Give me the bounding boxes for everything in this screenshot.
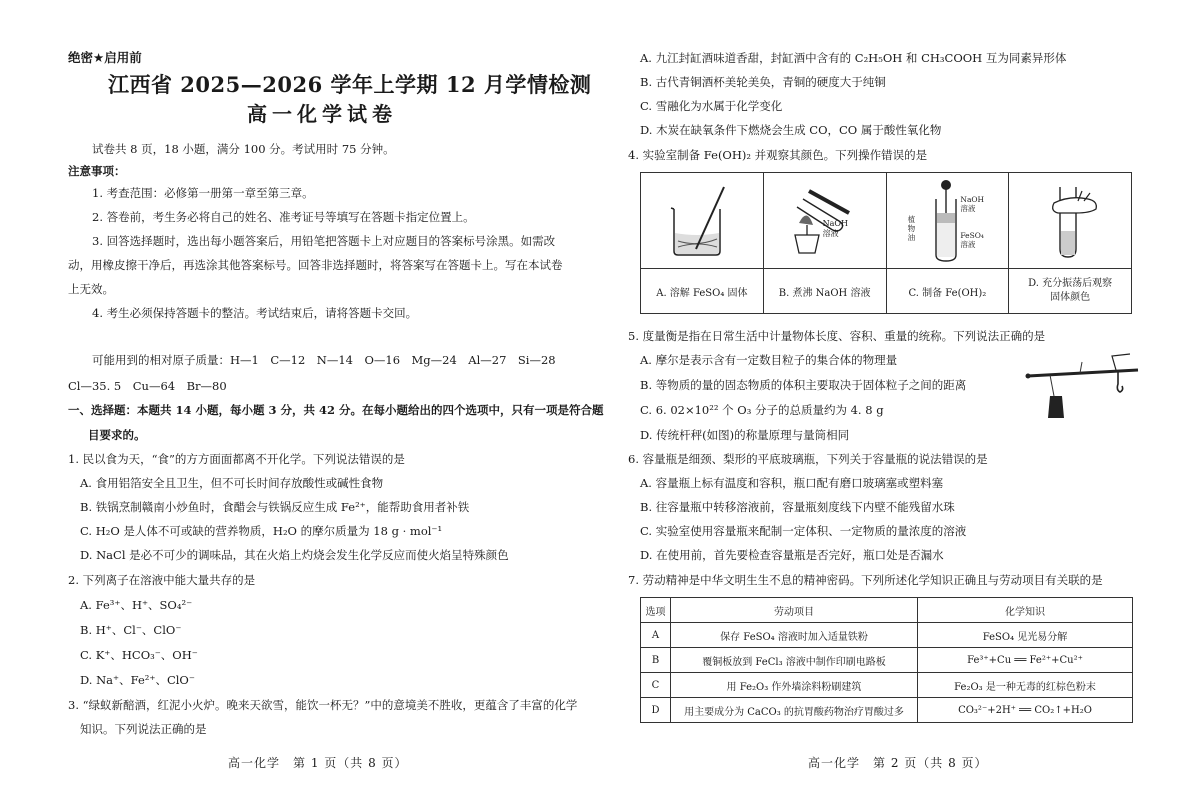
notice-heading: 注意事项： xyxy=(68,164,126,178)
q4-figure-a xyxy=(641,173,764,269)
question-5: 5. 度量衡是指在日常生活中计量物体长度、容积、重量的统称。下列说法正确的是 xyxy=(628,329,1046,343)
q6-option-a: A. 容量瓶上标有温度和容积，瓶口配有磨口玻璃塞或塑料塞 xyxy=(640,476,944,490)
q2-option-d: D. Na⁺、Fe²⁺、ClO⁻ xyxy=(80,673,195,687)
naoh-label-c-2: 溶液 xyxy=(960,203,976,213)
notice-1: 1. 考查范围：必修第一册第一章至第三章。 xyxy=(92,186,314,200)
exam-info: 试卷共 8 页，18 小题，满分 100 分。考试用时 75 分钟。 xyxy=(92,142,395,156)
q6-option-d: D. 在使用前，首先要检查容量瓶是否完好，瓶口处是否漏水 xyxy=(640,548,944,562)
hand-shaking-tube-icon xyxy=(1030,179,1110,263)
naoh-label-b-1: NaOH xyxy=(822,218,848,228)
table-row xyxy=(641,698,1133,723)
confidential-label: 绝密★启用前 xyxy=(68,50,142,65)
table-row xyxy=(641,673,1133,698)
page-2 xyxy=(600,0,1200,797)
table-cell: 覆铜板放到 FeCl₃ 溶液中制作印刷电路板 xyxy=(671,648,918,673)
q5-option-d: D. 传统杆秤(如图)的称量原理与量筒相同 xyxy=(640,428,850,442)
q1-option-d: D. NaCl 是必不可少的调味品，其在火焰上灼烧会发生化学反应而使火焰呈特殊颜色 xyxy=(80,548,509,562)
q5-option-b: B. 等物质的量的固态物质的体积主要取决于固体粒子之间的距离 xyxy=(640,378,967,392)
q7-table xyxy=(640,597,1133,723)
q4-figure-b xyxy=(763,173,886,269)
q4-apparatus-table xyxy=(640,172,1132,314)
beaker-stirring-icon xyxy=(662,181,742,261)
oil-label-c: 植物油 xyxy=(907,214,916,242)
table-cell: 保存 FeSO₄ 溶液时加入适量铁粉 xyxy=(671,623,918,648)
table-cell: FeSO₄ 见光易分解 xyxy=(918,623,1133,648)
table-header: 化学知识 xyxy=(918,598,1133,623)
page-1-footer: 高一化学 第 1 页（共 8 页） xyxy=(228,756,408,770)
section-1-heading: 一、选择题：本题共 14 小题，每小题 3 分，共 42 分。在每小题给出的四个选项中，只有一项是符合题 xyxy=(68,403,604,417)
q6-option-b: B. 往容量瓶中转移溶液前，容量瓶刻度线下内壁不能残留水珠 xyxy=(640,500,955,514)
q4-figure-d xyxy=(1009,173,1132,269)
table-header: 选项 xyxy=(641,598,671,623)
table-cell: B xyxy=(641,648,671,673)
q4-caption-b: B. 煮沸 NaOH 溶液 xyxy=(763,269,886,314)
section-1-heading-cont: 目要求的。 xyxy=(88,428,146,442)
question-6: 6. 容量瓶是细颈、梨形的平底玻璃瓶，下列关于容量瓶的说法错误的是 xyxy=(628,452,988,466)
exam-title: 江西省 2025—2026 学年上学期 12 月学情检测 xyxy=(108,72,592,97)
q2-option-a: A. Fe³⁺、H⁺、SO₄²⁻ xyxy=(80,598,193,612)
q3-option-c: C. 雪融化为水属于化学变化 xyxy=(640,99,783,113)
atomic-masses-2: Cl—35. 5 Cu—64 Br—80 xyxy=(68,379,227,393)
table-cell: 用主要成分为 CaCO₃ 的抗胃酸药物治疗胃酸过多 xyxy=(671,698,918,723)
q3-option-b: B. 古代青铜酒杯美轮美奂，青铜的硬度大于纯铜 xyxy=(640,75,886,89)
q1-option-c: C. H₂O 是人体不可或缺的营养物质，H₂O 的摩尔质量为 18 g · mol⁻¹ xyxy=(80,524,443,538)
q4-figure-c xyxy=(886,173,1009,269)
table-header-row xyxy=(641,598,1133,623)
q1-option-a: A. 食用铝箔安全且卫生，但不可长时间存放酸性或碱性食物 xyxy=(80,476,384,490)
q4-caption-d-1: D. 充分振荡后观察 xyxy=(1028,278,1113,289)
question-2: 2. 下列离子在溶液中能大量共存的是 xyxy=(68,573,256,587)
table-cell: D xyxy=(641,698,671,723)
exam-subtitle: 高一化学试卷 xyxy=(247,102,397,126)
notice-4: 4. 考生必须保持答题卡的整洁。考试结束后，请将答题卡交回。 xyxy=(92,306,418,320)
q1-option-b: B. 铁锅烹制赣南小炒鱼时，食醋会与铁锅反应生成 Fe²⁺，能帮助食用者补铁 xyxy=(80,500,470,514)
table-cell: CO₃²⁻+2H⁺ ══ CO₂↑+H₂O xyxy=(918,698,1133,723)
table-cell: A xyxy=(641,623,671,648)
question-4: 4. 实验室制备 Fe(OH)₂ 并观察其颜色。下列操作错误的是 xyxy=(628,148,928,162)
atomic-masses-1: 可能用到的相对原子质量：H—1 C—12 N—14 O—16 Mg—24 Al—27 Si—28 xyxy=(92,353,556,367)
feso4-label-c-2: 溶液 xyxy=(960,239,976,249)
notice-3a: 3. 回答选择题时，选出每小题答案后，用铅笔把答题卡上对应题目的答案标号涂黑。如需改 xyxy=(92,234,556,248)
question-7: 7. 劳动精神是中华文明生生不息的精神密码。下列所述化学知识正确且与劳动项目有关联的是 xyxy=(628,573,1103,587)
q3-option-d: D. 木炭在缺氧条件下燃烧会生成 CO，CO 属于酸性氧化物 xyxy=(640,123,942,137)
q2-option-c: C. K⁺、HCO₃⁻、OH⁻ xyxy=(80,648,198,662)
table-row xyxy=(641,623,1133,648)
naoh-label-b-2: 溶液 xyxy=(822,228,839,238)
question-3: 3. “绿蚁新醅酒，红泥小火炉。晚来天欲雪，能饮一杯无？”中的意境美不胜收，更蕴含了丰富的化学 xyxy=(68,698,578,712)
table-cell: Fe³⁺+Cu ══ Fe²⁺+Cu²⁺ xyxy=(918,648,1133,673)
q5-option-c: C. 6. 02×10²² 个 O₃ 分子的总质量约为 4. 8 g xyxy=(640,403,884,417)
notice-2: 2. 答卷前，考生务必将自己的姓名、准考证号等填写在答题卡指定位置上。 xyxy=(92,210,475,224)
table-row xyxy=(641,648,1133,673)
q3-option-a: A. 九江封缸酒味道香甜，封缸酒中含有的 C₂H₅OH 和 CH₃COOH 互为同素异形体 xyxy=(640,51,1067,65)
q4-caption-c: C. 制备 Fe(OH)₂ xyxy=(886,269,1009,314)
notice-3b: 动，用橡皮擦干净后，再选涂其他答案标号。回答非选择题时，将答案写在答题卡上。写在本试卷 xyxy=(68,258,563,272)
naoh-label-c-1: NaOH xyxy=(960,194,985,204)
notice-3c: 上无效。 xyxy=(68,282,114,296)
question-1: 1. 民以食为天，“食”的方方面面都离不开化学。下列说法错误的是 xyxy=(68,452,405,466)
q4-caption-d-2: 固体颜色 xyxy=(1050,292,1091,303)
q4-caption-d xyxy=(1009,269,1132,314)
table-header: 劳动项目 xyxy=(671,598,918,623)
q4-caption-a: A. 溶解 FeSO₄ 固体 xyxy=(641,269,764,314)
table-cell: Fe₂O₃ 是一种无毒的红棕色粉末 xyxy=(918,673,1133,698)
q5-option-a: A. 摩尔是表示含有一定数目粒子的集合体的物理量 xyxy=(640,353,898,367)
q2-option-b: B. H⁺、Cl⁻、ClO⁻ xyxy=(80,623,182,637)
steelyard-scale-icon xyxy=(1020,350,1150,440)
question-3-cont: 知识。下列说法正确的是 xyxy=(80,722,207,736)
page-2-footer: 高一化学 第 2 页（共 8 页） xyxy=(808,756,988,770)
feso4-label-c-1: FeSO₄ xyxy=(960,230,984,240)
table-cell: C xyxy=(641,673,671,698)
q6-option-c: C. 实验室使用容量瓶来配制一定体积、一定物质的量浓度的溶液 xyxy=(640,524,967,538)
table-cell: 用 Fe₂O₃ 作外墙涂料粉刷建筑 xyxy=(671,673,918,698)
